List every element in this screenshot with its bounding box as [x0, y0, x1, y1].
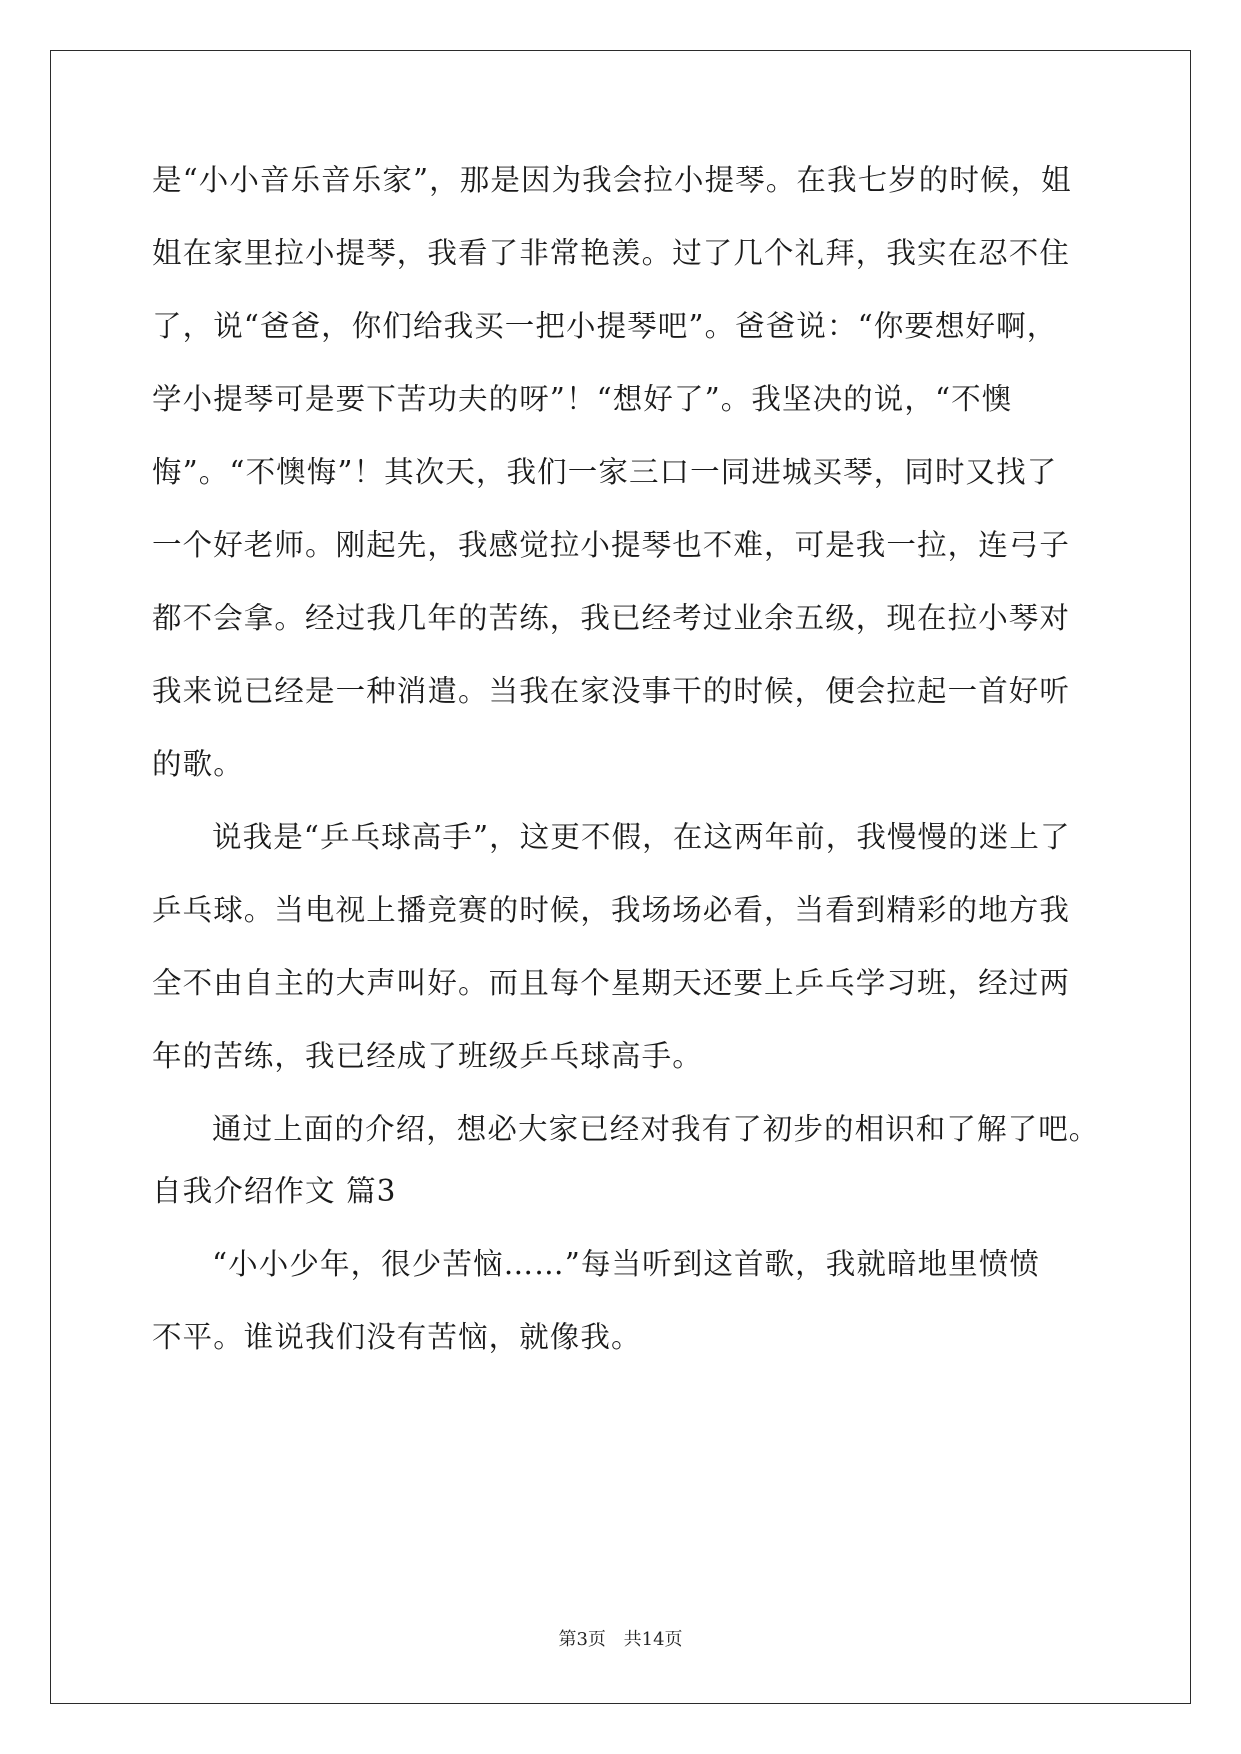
- text-line: 年的苦练，我已经成了班级乒乓球高手。: [152, 1039, 703, 1073]
- text-line: 姐在家里拉小提琴，我看了非常艳羡。过了几个礼拜，我实在忍不住: [152, 236, 1071, 270]
- section-heading: 自我介绍作文 篇3: [152, 1174, 397, 1208]
- text-line: 一个好老师。刚起先，我感觉拉小提琴也不难，可是我一拉，连弓子: [152, 528, 1071, 562]
- text-line: 学小提琴可是要下苦功夫的呀”！“想好了”。我坚决的说，“不懊: [152, 382, 1013, 416]
- page-footer: [0, 1625, 1241, 1651]
- text-line: 全不由自主的大声叫好。而且每个星期天还要上乒乓学习班，经过两: [152, 966, 1071, 1000]
- page-total: 共14页: [623, 1629, 683, 1650]
- text-line: 不平。谁说我们没有苦恼，就像我。: [152, 1320, 642, 1354]
- text-line: 我来说已经是一种消遣。当我在家没事干的时候，便会拉起一首好听: [152, 674, 1071, 708]
- paragraph-start-line: “小小少年，很少苦恼……”每当听到这首歌，我就暗地里愤愤: [212, 1247, 1040, 1281]
- text-line: 乒乓球。当电视上播竞赛的时候，我场场必看，当看到精彩的地方我: [152, 893, 1071, 927]
- page-frame: [50, 50, 1191, 1704]
- paragraph-start-line: 通过上面的介绍，想必大家已经对我有了初步的相识和了解了吧。: [212, 1112, 1100, 1146]
- text-line: 了，说“爸爸，你们给我买一把小提琴吧”。爸爸说：“你要想好啊，: [152, 309, 1058, 343]
- text-line: 是“小小音乐音乐家”，那是因为我会拉小提琴。在我七岁的时候，姐: [152, 163, 1072, 197]
- text-line: 的歌。: [152, 747, 244, 781]
- paragraph-start-line: 说我是“乒乓球高手”，这更不假，在这两年前，我慢慢的迷上了: [212, 820, 1071, 854]
- page-number: 第3页: [558, 1629, 606, 1650]
- text-line: 都不会拿。经过我几年的苦练，我已经考过业余五级，现在拉小琴对: [152, 601, 1071, 635]
- text-line: 悔”。“不懊悔”！其次天，我们一家三口一同进城买琴，同时又找了: [152, 455, 1058, 489]
